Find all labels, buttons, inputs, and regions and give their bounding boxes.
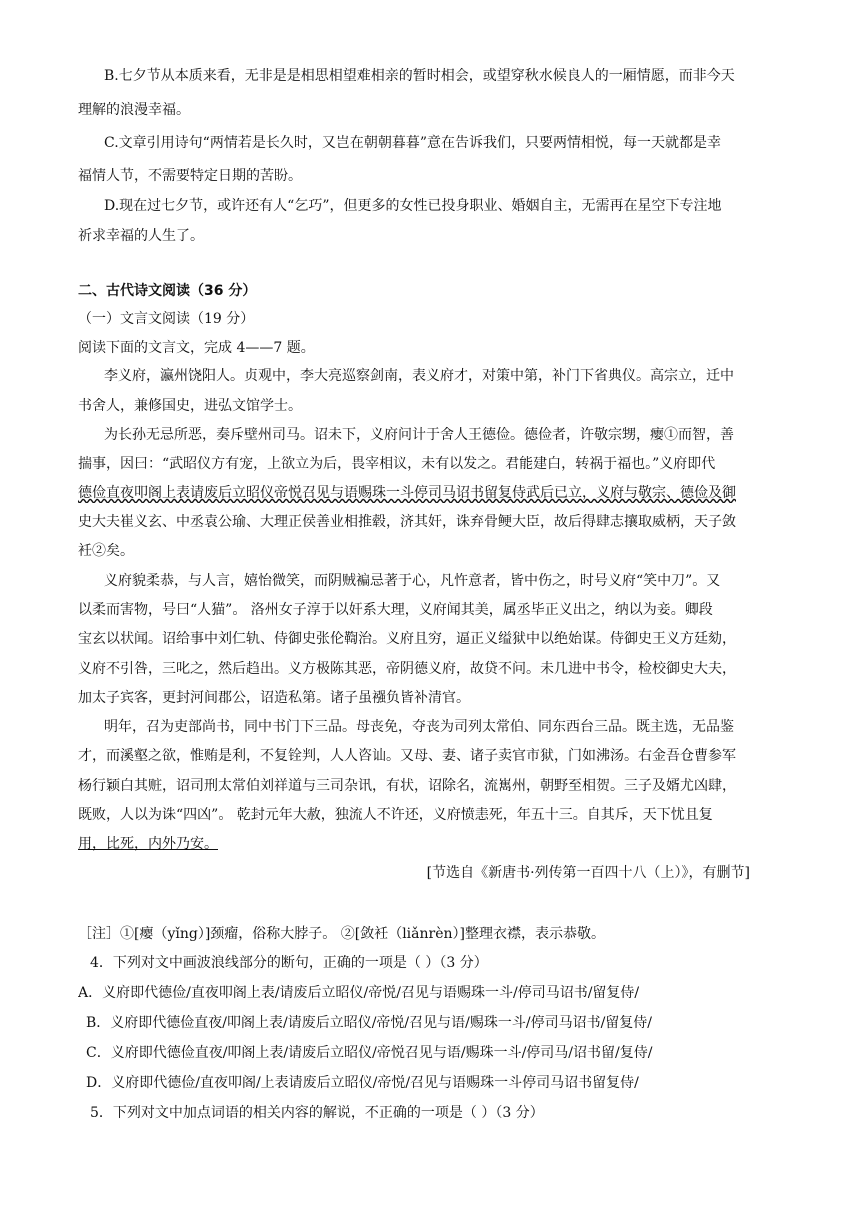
passage-line: 为长孙无忌所恶，奏斥壁州司马。诏未下，义府问计于舍人王德俭。德俭者，许敬宗甥，瘿①而智，善 xyxy=(104,427,734,443)
passage-line: 加太子宾客，更封河间郡公，诏造私第。诸子虽襁负皆补清官。 xyxy=(78,690,470,706)
passage-line: 揣事，因曰：“武昭仪方有宠，上欲立为后，畏宰相议，未有以发之。君能建白，转祸于福也。”义府即代 xyxy=(78,456,716,472)
option-d-line-1: D.现在过七夕节，或许还有人“乞巧”，但更多的女性已投身职业、婚姻自主，无需再在星空下专注地 xyxy=(104,198,722,214)
option-c-line-2: 福情人节，不需要特定日期的苦盼。 xyxy=(78,168,302,184)
passage-line: 衽②矣。 xyxy=(78,543,134,559)
section-heading: 二、古代诗文阅读（36 分） xyxy=(78,283,257,299)
passage-line: 才，而溪壑之欲，惟贿是利，不复铨判，人人咨讪。又母、妻、诸子卖官市狱，门如沸汤。右金吾仓曹参军 xyxy=(78,748,736,764)
question-4-option-d: D．义府即代德俭/直夜叩阁/上表请废后立昭仪/帝悦/召见与语赐珠一斗停司马诏书留复侍/ xyxy=(86,1075,639,1091)
question-5: 5．下列对文中加点词语的相关内容的解说，不正确的一项是（ ）（3 分） xyxy=(90,1105,544,1121)
passage-line: 义府貌柔恭，与人言，嬉怡微笑，而阴贼褊忌著于心，凡忤意者，皆中伤之，时号义府“笑中刀”。又 xyxy=(104,573,721,589)
annotation-note: ［注］①[瘿（yǐng）]颈瘤，俗称大脖子。 ②[敛衽（liǎnrèn）]整理衣襟，表示恭敬。 xyxy=(78,926,605,942)
option-c-line-1: C.文章引用诗句“两情若是长久时，又岂在朝朝暮暮”意在告诉我们，只要两情相悦，每一天就都是幸 xyxy=(104,135,721,151)
passage-line-wavy: 德俭直夜叩阁上表请废后立昭仪帝悦召见与语赐珠一斗停司马诏书留复侍武后已立，义府与敬宗、德俭及御 xyxy=(78,485,736,501)
passage-line-underlined: 用，比死，内外乃安。 xyxy=(78,836,218,852)
option-b-line-2: 理解的浪漫幸福。 xyxy=(78,102,190,118)
question-4-option-a: A．义府即代德俭/直夜叩阁上表/请废后立昭仪/帝悦/召见与语赐珠一斗/停司马诏书/留复侍/ xyxy=(78,985,640,1001)
option-d-line-2: 祈求幸福的人生了。 xyxy=(78,228,204,244)
passage-line: 书舍人，兼修国史，进弘文馆学士。 xyxy=(78,398,302,414)
passage-line: 既败，人以为诛“四凶”。 乾封元年大赦，独流人不许还，义府愤恚死，年五十三。自其斥，天下忧且复 xyxy=(78,807,713,823)
passage-line: 宝玄以状闻。诏给事中刘仁轨、侍御史张伦鞫治。义府且穷，逼正义缢狱中以绝始谋。侍御史王义方廷劾， xyxy=(78,631,736,647)
passage-line: 明年，召为吏部尚书，同中书门下三品。母丧免，夺丧为司列太常伯、同东西台三品。既主选，无品鉴 xyxy=(104,719,734,735)
subsection-heading: （一）文言文阅读（19 分） xyxy=(78,311,255,327)
passage-line: 史大夫崔义玄、中丞袁公瑜、大理正侯善业相推毂，济其奸，诛弃骨鲠大臣，故后得肆志攘取威柄，天子敛 xyxy=(78,514,736,530)
question-4: 4．下列对文中画波浪线部分的断句，正确的一项是（ ）（3 分） xyxy=(90,955,488,971)
passage-line: 以柔而害物，号曰“人猫”。 洛州女子淳于以奸系大理，义府闻其美，属丞毕正义出之，纳以为妾。卿段 xyxy=(78,602,713,618)
passage-line: 杨行颖白其赃，诏司刑太常伯刘祥道与三司杂讯，有状，诏除名，流嶲州，朝野至相贺。三子及婿尤凶肆， xyxy=(78,778,736,794)
passage-line: 李义府，瀛州饶阳人。贞观中，李大亮巡察剑南，表义府才，对策中第，补门下省典仪。高宗立，迁中 xyxy=(104,368,734,384)
passage-line: 义府不引咎，三叱之，然后趋出。义方极陈其恶，帝阴德义府，故贷不问。未几进中书令，检校御史大夫， xyxy=(78,661,736,677)
question-4-option-b: B．义府即代德俭直夜/叩阁上表/请废后立昭仪/帝悦/召见与语/赐珠一斗/停司马诏书/留复侍/ xyxy=(86,1015,653,1031)
option-b-line-1: B.七夕节从本质来看，无非是是相思相望难相亲的暂时相会，或望穿秋水候良人的一厢情愿，而非今天 xyxy=(104,68,735,84)
question-4-option-c: C．义府即代德俭直夜/叩阁上表/请废后立昭仪/帝悦召见与语/赐珠一斗/停司马/诏书留/复侍/ xyxy=(86,1045,653,1061)
instruction: 阅读下面的文言文，完成 4——7 题。 xyxy=(78,340,315,356)
source-citation: [节选自《新唐书·列传第一百四十八（上）》，有删节] xyxy=(426,865,750,881)
